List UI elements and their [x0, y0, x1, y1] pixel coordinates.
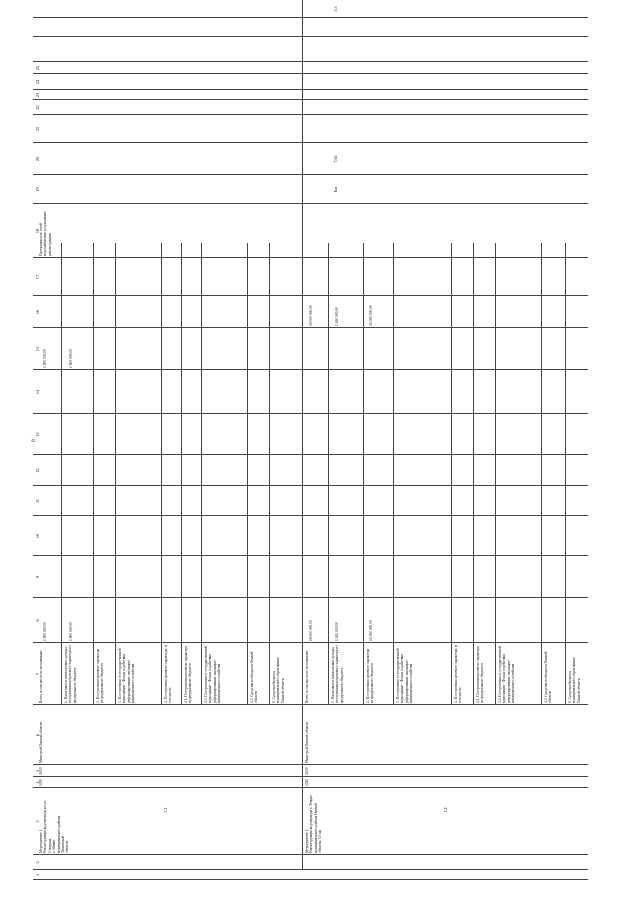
total-amount-src1: 1 620 000,00: [335, 622, 339, 641]
col-header-17: 17: [35, 274, 40, 280]
col-header-12: 12: [35, 468, 40, 473]
col-header-18: 18: [35, 228, 40, 234]
year-start: 2020: [305, 778, 309, 787]
col-header-16: 16: [35, 309, 40, 315]
value-col-24: 5,5: [333, 6, 338, 12]
col-header-23: 23: [35, 92, 40, 98]
total-amount-src1: 1 800 000,00: [69, 622, 73, 641]
financing-table: [33, 0, 588, 880]
row-number: 1.1: [163, 807, 168, 813]
col-header-10: 10: [35, 533, 40, 539]
col-header-11: 11: [35, 498, 40, 504]
source-3: 3. Поступления от государственной корпорации - Фонда содействия реформированию жилищно-коммунального хозяйства: [396, 648, 414, 703]
source-4-3: 4.3. Средства из бюджета Омской области: [250, 651, 259, 703]
total-amount: 1 800 000,00: [43, 622, 47, 641]
year-end: 2020: [305, 767, 309, 775]
rotated-table-page: [33, 0, 588, 880]
source-4-2: 4.2. Поступления от государственной корпорации - Фонда содействия реформированию жилищно-коммунального хозяйства: [498, 645, 516, 703]
indicator-value: 7,65: [333, 155, 338, 163]
source-2: 2. Поступления целевого характера из федерального бюджета: [366, 648, 375, 703]
col-header-14: 14: [35, 389, 40, 395]
year-2020-src1: 1 620 000,00: [335, 307, 339, 326]
col-header-24: 24: [35, 79, 40, 85]
source-3: 3. Поступления от государственной корпорации - Фонда содействия реформированию жилищно-коммунального хозяйства: [118, 648, 136, 703]
unit: Км: [333, 186, 338, 193]
source-4-2: 4.2. Поступления от государственной корпорации - Фонда содействия реформированию жилищно-коммунального хозяйства: [204, 645, 222, 703]
year-end: 2019: [39, 767, 43, 775]
page-number: 8: [31, 439, 37, 442]
measure-name: Мероприятие 1 Реконструкция водопровода по ул. Северная с. Ишим муниципального района Тюменской области: [39, 800, 70, 853]
col-header-25: 25: [35, 65, 40, 71]
indicator-name: Протяженность сетей водоснабжения, подлежащих реконструкции: [39, 211, 52, 256]
col-header-6: 6: [35, 733, 40, 737]
source-5: 5. Средства бюджета муниципального образования Омской области: [272, 657, 285, 703]
total-amount: 18 000 000,00: [309, 620, 313, 641]
measure-name: Мероприятие 2 Реконструкция водопровода с. Тевриз муниципального района Омской области, 5,5 км: [305, 795, 323, 853]
total-amount-src2: 16 380 000,00: [369, 620, 373, 641]
source-total: Всего, в том числе по источникам:: [39, 650, 43, 703]
col-header-9: 9: [35, 575, 40, 579]
col-header-20: 20: [35, 156, 40, 162]
year-2019-amount: 1 800 000,00: [43, 349, 47, 368]
source-1: 1. Налоговые и неналоговые доходы, поступления нецелевого характера из федерального бюджета: [64, 645, 77, 703]
col-header-7: 7: [35, 672, 40, 676]
row-number: 1.2: [443, 807, 448, 813]
col-header-22: 22: [35, 105, 40, 110]
source-4: 4. Поступления целевого характера, в том числе:: [454, 645, 463, 703]
year-2020-amount: 18 000 000,00: [309, 305, 313, 326]
year-2019-src1: 1 800 000,00: [69, 349, 73, 368]
col-header-3: 3: [35, 820, 40, 823]
col-header-21: 21: [35, 126, 40, 132]
year-2020-src2: 16 380 000,00: [369, 305, 373, 326]
source-5: 5. Средства бюджета муниципального образования Омской области: [568, 657, 581, 703]
source-2: 2. Поступления целевого характера из федерального бюджета: [96, 648, 105, 703]
source-4-1: 4.1. Поступления целевого характера из федерального бюджета: [184, 646, 193, 703]
year-start: 2019: [39, 778, 43, 787]
col-header-15: 15: [35, 346, 40, 352]
source-4-1: 4.1. Поступления целевого характера из федерального бюджета: [476, 646, 485, 703]
col-header-5: 5: [35, 769, 40, 773]
source-4: 4. Поступления целевого характера, в том числе:: [164, 645, 173, 703]
executor: Минстрой Омской области: [39, 721, 43, 763]
executor: Минстрой Омской области: [305, 721, 309, 763]
col-header-13: 13: [35, 432, 40, 437]
source-total: Всего, в том числе по источникам:: [305, 650, 309, 703]
col-header-2: 2: [35, 861, 40, 864]
col-header-4: 4: [35, 781, 40, 784]
source-4-3: 4.3. Средства из бюджета Омской области: [544, 651, 553, 703]
col-header-1: 1: [35, 873, 40, 877]
col-header-8: 8: [35, 619, 40, 622]
col-header-19: 19: [35, 187, 40, 192]
source-1: 1. Налоговые и неналоговые доходы, поступления нецелевого характера из федерального бюджета: [331, 645, 344, 703]
